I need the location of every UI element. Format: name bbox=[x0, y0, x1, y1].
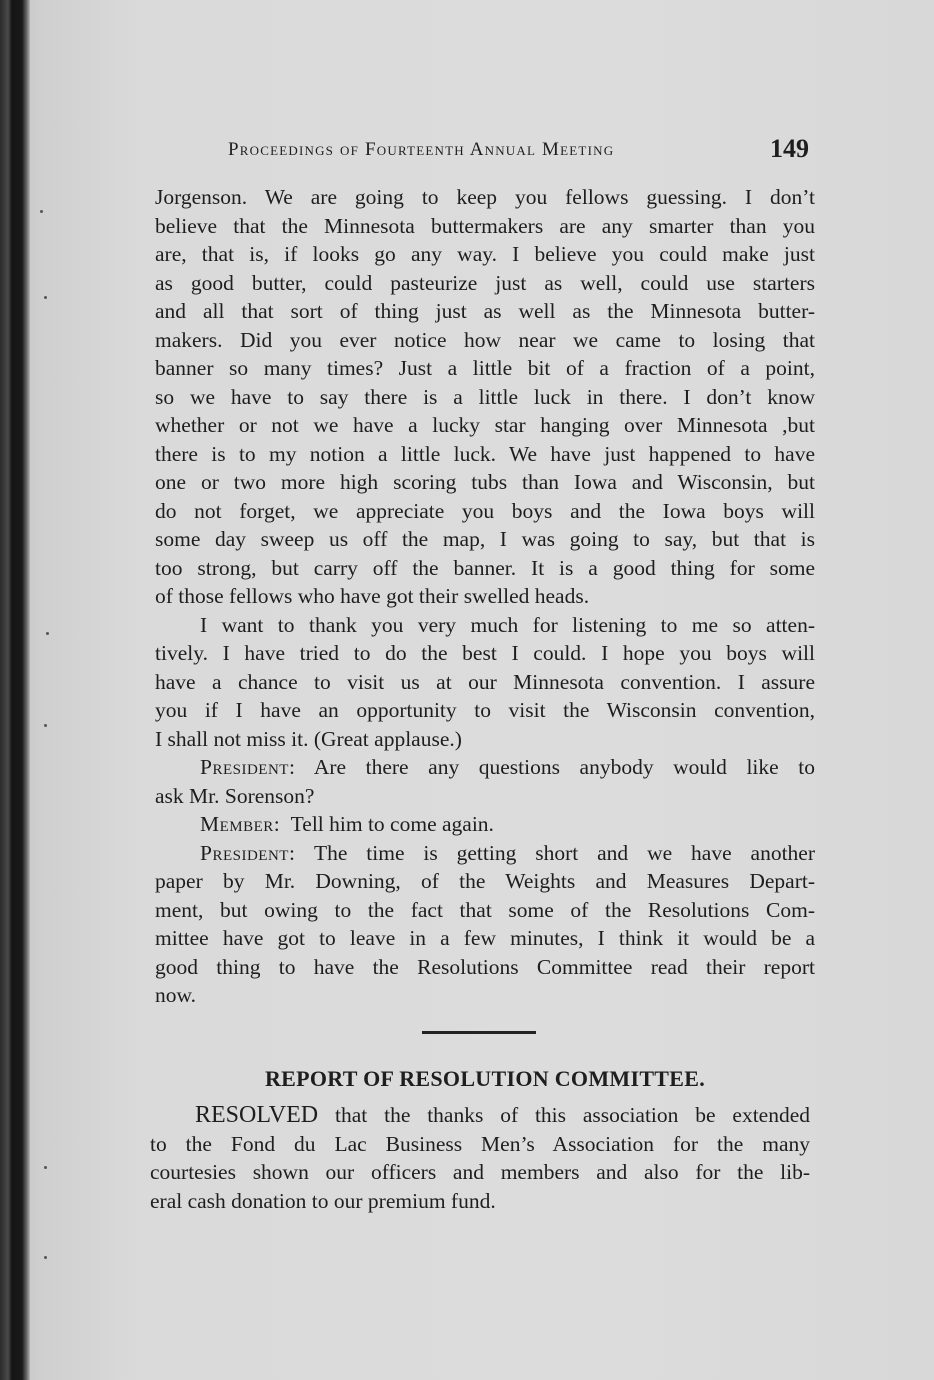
text-line: banner so many times? Just a little bit of a fraction of a point, bbox=[155, 356, 815, 380]
speaker-label: President: bbox=[200, 840, 296, 865]
resolution-text-start: that the thanks of this association be extended bbox=[335, 1103, 810, 1127]
text-line: do not forget, we appreciate you boys and the Iowa boys will bbox=[155, 498, 815, 523]
text-line: mittee have got to leave in a few minutes, I think it would be a bbox=[155, 926, 815, 950]
text-line bbox=[150, 1101, 810, 1130]
text-line: good thing to have the Resolutions Committee read their report bbox=[155, 954, 815, 979]
resolved-word: RESOLVED bbox=[195, 1102, 319, 1128]
text-line: ask Mr. Sorenson? bbox=[155, 783, 315, 808]
text-line: tively. I have tried to do the best I could. I hope you boys will bbox=[155, 641, 815, 665]
book-spine bbox=[0, 0, 30, 1380]
text-line: courtesies shown our officers and members and also for the lib- bbox=[150, 1160, 810, 1184]
text-line: I shall not miss it. (Great applause.) bbox=[155, 726, 462, 751]
page-speck bbox=[40, 210, 43, 213]
paragraph-2 bbox=[155, 611, 815, 754]
paragraph-1 bbox=[155, 183, 815, 611]
main-text bbox=[155, 183, 815, 1010]
text-line bbox=[155, 839, 815, 868]
speaker-label: Member: bbox=[200, 812, 281, 836]
running-head: Proceedings of Fourteenth Annual Meeting bbox=[228, 139, 615, 160]
speech-text: Tell him to come again. bbox=[290, 812, 494, 836]
text-line: too strong, but carry off the banner. It is a good thing for some bbox=[155, 555, 815, 580]
page-speck bbox=[44, 1166, 47, 1169]
text-line: are, that is, if looks go any way. I believe you could make just bbox=[155, 242, 815, 266]
text-line: have a chance to visit us at our Minnesota convention. I assure bbox=[155, 669, 815, 694]
text-line: believe that the Minnesota buttermakers are any smarter than you bbox=[155, 213, 815, 238]
text-line: paper by Mr. Downing, of the Weights and Measures Depart- bbox=[155, 869, 815, 893]
text-line: and all that sort of thing just as well as the Minnesota butter- bbox=[155, 299, 815, 323]
text-line bbox=[155, 753, 815, 782]
speech-text: The time is getting short and we have another bbox=[313, 840, 815, 865]
text-line: some day sweep us off the map, I was going to say, but that is bbox=[155, 527, 815, 551]
text-line: makers. Did you ever notice how near we came to losing that bbox=[155, 327, 815, 352]
paragraph-member-reply bbox=[155, 810, 815, 839]
section-divider bbox=[422, 1031, 536, 1034]
text-line: ment, but owing to the fact that some of the Resolutions Com- bbox=[155, 897, 815, 922]
speaker-label: President: bbox=[200, 755, 296, 779]
paragraph-president-question bbox=[155, 753, 815, 810]
text-line: there is to my notion a little luck. We have just happened to have bbox=[155, 441, 815, 466]
page-speck bbox=[44, 1256, 47, 1259]
text-line: as good butter, could pasteurize just as well, could use starters bbox=[155, 270, 815, 295]
resolution-text bbox=[150, 1101, 810, 1215]
text-line: eral cash donation to our premium fund. bbox=[150, 1188, 496, 1213]
text-line: now. bbox=[155, 983, 197, 1007]
text-line: one or two more high scoring tubs than Iowa and Wisconsin, but bbox=[155, 470, 815, 494]
page-speck bbox=[44, 724, 47, 727]
text-line: of those fellows who have got their swelled heads. bbox=[155, 584, 590, 608]
paragraph-president-remark bbox=[155, 839, 815, 1010]
text-line bbox=[155, 810, 815, 839]
text-line: I want to thank you very much for listening to me so atten- bbox=[200, 612, 815, 637]
text-line: to the Fond du Lac Business Men’s Association for the many bbox=[150, 1131, 810, 1156]
page-speck bbox=[46, 632, 49, 635]
text-line: you if I have an opportunity to visit the Wisconsin convention, bbox=[155, 698, 815, 722]
section-heading: REPORT OF RESOLUTION COMMITTEE. bbox=[264, 1066, 706, 1091]
page-header bbox=[0, 130, 934, 170]
page-speck bbox=[44, 296, 47, 299]
text-line: whether or not we have a lucky star hanging over Minnesota ,but bbox=[155, 413, 815, 437]
page-number: 149 bbox=[770, 134, 809, 163]
speech-text: Are there any questions anybody would like to bbox=[313, 755, 815, 779]
text-line: so we have to say there is a little luck in there. I don’t know bbox=[155, 384, 815, 409]
text-line: Jorgenson. We are going to keep you fellows guessing. I don’t bbox=[155, 185, 815, 209]
